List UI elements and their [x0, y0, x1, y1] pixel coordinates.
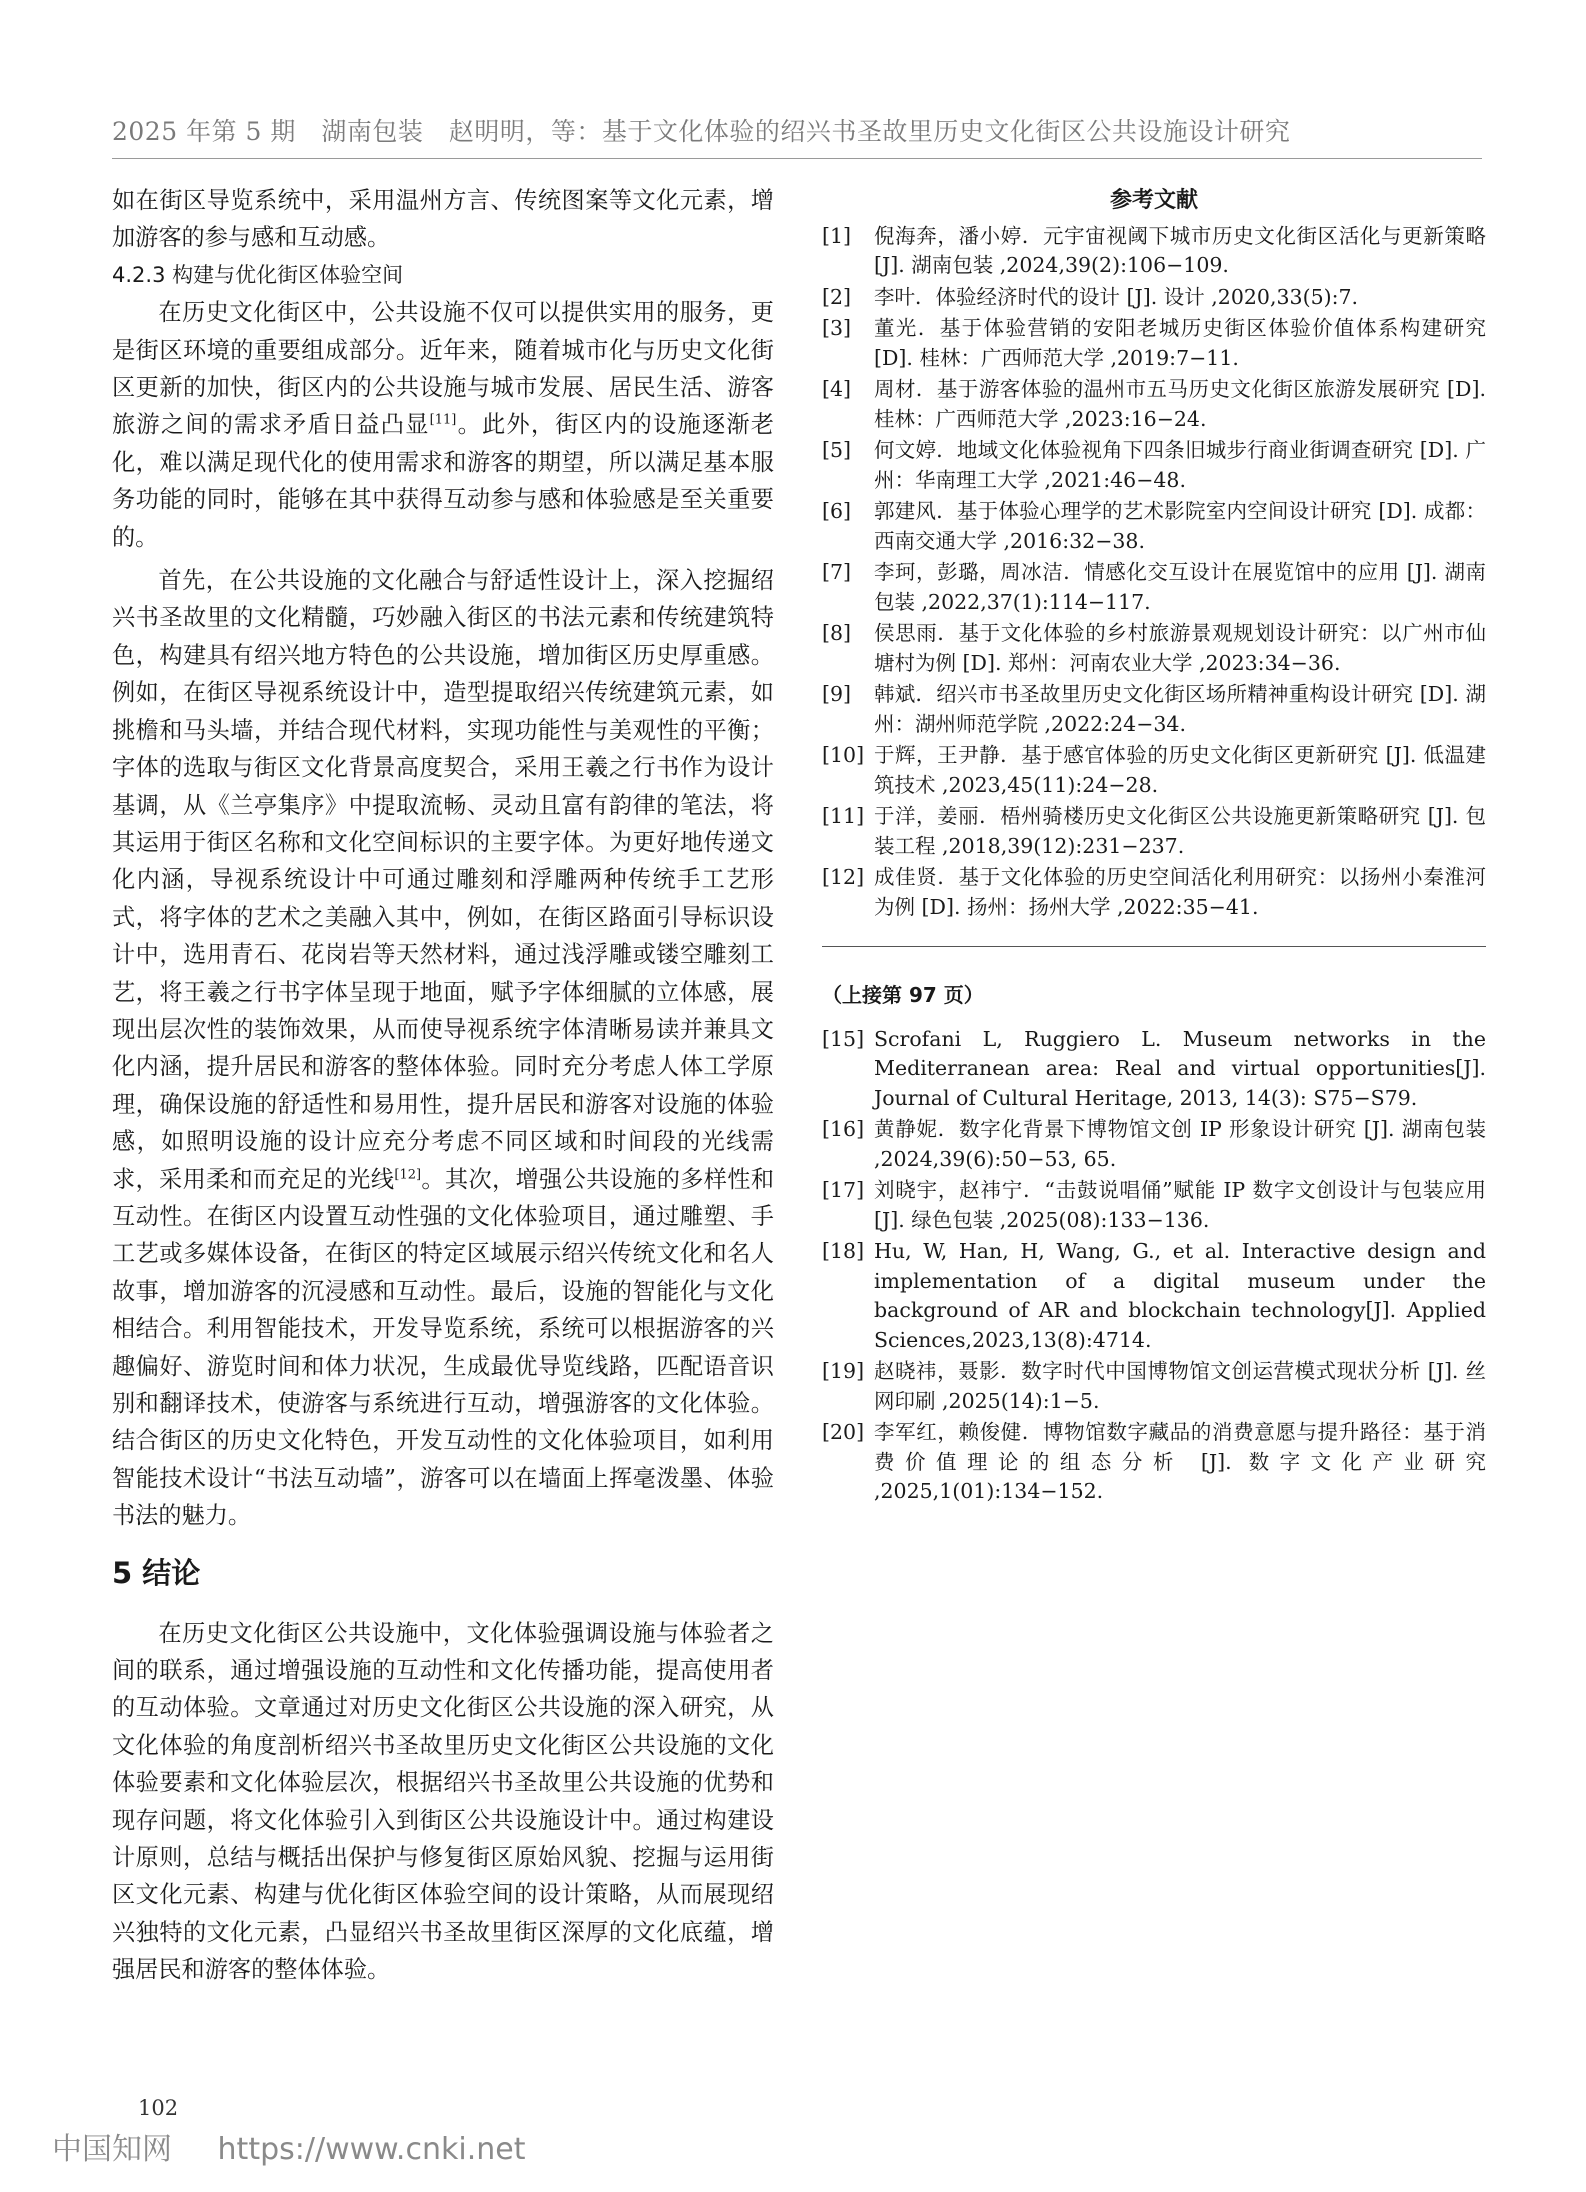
text-run: 首先，在公共设施的文化融合与舒适性设计上，深入挖掘绍兴书圣故里的文化精髓，巧妙融入街区的书法元素和传统建筑特色，构建具有绍兴地方特色的公共设施，增加街区历史厚重感。例如，在街区导视系统设计中，造型提取绍兴传统建筑元素，如挑檐和马头墙，并结合现代材料，实现功能性与美观性的平衡；字体的选取与街区文化背景高度契合，采用王羲之行书作为设计基调，从《兰亭集序》中提取流畅、灵动且富有韵律的笔法，将其运用于街区名称和文化空间标识的主要字体。为更好地传递文化内涵，导视系统设计中可通过雕刻和浮雕两种传统手工艺形式，将字体的艺术之美融入其中，例如，在街区路面引导标识设计中，选用青石、花岗岩等天然材料，通过浅浮雕或镂空雕刻工艺，将王羲之行书字体呈现于地面，赋予字体细腻的立体感，展现出层次性的装饰效果，从而使导视系统字体清晰易读并兼具文化内涵，提升居民和游客的整体体验。同时充分考虑人体工学原理，确保设施的舒适性和易用性，提升居民和游客对设施的体验感，如照明设施的设计应充分考虑不同区域和时间段的光线需求，采用柔和而充足的光线 [112, 567, 774, 1193]
reference-item [822, 497, 1486, 556]
reference-text: 李军红，赖俊健．博物馆数字藏品的消费意愿与提升路径：基于消费价值理论的组态分析 [J]. 数字文化产业研究 ,2025,1(01):134−152. [874, 1420, 1486, 1503]
reference-number: [6] [822, 499, 852, 523]
reference-number: [19] [822, 1359, 865, 1383]
footer-watermark [52, 2124, 525, 2168]
reference-number: [9] [822, 682, 852, 706]
references-title: 参考文献 [1109, 188, 1198, 213]
text-run: 。此外，街区内的设施逐渐老化，难以满足现代化的使用需求和游客的期望，所以满足基本服务功能的同时，能够在其中获得互动参与感和体验感是至关重要的。 [112, 411, 774, 551]
reference-number: [11] [822, 804, 865, 828]
section-heading: 5 结论 [112, 1555, 201, 1590]
cnki-logo-text: 中国知网 [52, 2132, 172, 2167]
reference-text: 李珂，彭璐，周冰洁．情感化交互设计在展览馆中的应用 [J]. 湖南包装 ,2022,37(1):114−117. [874, 560, 1486, 614]
paragraph-continued: 如在街区导览系统中，采用温州方言、传统图案等文化元素，增加游客的参与感和互动感。 [112, 187, 774, 252]
reference-text: 周材．基于游客体验的温州市五马历史文化街区旅游发展研究 [D]. 桂林：广西师范大学 ,2023:16−24. [874, 377, 1486, 431]
reference-number: [8] [822, 621, 852, 645]
reference-number: [7] [822, 560, 852, 584]
reference-text: 董光．基于体验营销的安阳老城历史街区体验价值体系构建研究 [D]. 桂林：广西师范大学 ,2019:7−11. [874, 316, 1486, 370]
reference-text: 成佳贤．基于文化体验的历史空间活化利用研究：以扬州小秦淮河为例 [D]. 扬州：扬州大学 ,2022:35−41. [874, 865, 1486, 919]
continued-note: （上接第 97 页） [822, 983, 984, 1007]
subsection-heading: 4.2.3 构建与优化街区体验空间 [112, 262, 404, 287]
reference-number: [12] [822, 865, 865, 889]
text-run: 在历史文化街区中，公共设施不仅可以提供实用的服务，更是街区环境的重要组成部分。近年来，随着城市化与历史文化街区更新的加快，街区内的公共设施与城市发展、居民生活、游客旅游之间的需求矛盾日益凸显 [112, 299, 774, 439]
reference-number: [5] [822, 438, 852, 462]
cnki-url[interactable]: https://www.cnki.net [217, 2132, 526, 2167]
reference-number: [20] [822, 1420, 865, 1444]
reference-text: 赵晓祎，聂影．数字时代中国博物馆文创运营模式现状分析 [J]. 丝网印刷 ,2025(14):1−5. [874, 1359, 1486, 1413]
reference-item [822, 1357, 1486, 1416]
reference-text: Hu, W, Han, H, Wang, G., et al. Interactive design and implementation of a digital museum under the background of AR and blockchain technology[J]. Applied Sciences,2023,13(8):4714. [874, 1239, 1486, 1352]
reference-item [822, 222, 1486, 281]
reference-number: [3] [822, 316, 852, 340]
reference-item [822, 863, 1486, 922]
reference-text: 于洋，姜丽．梧州骑楼历史文化街区公共设施更新策略研究 [J]. 包装工程 ,2018,39(12):231−237. [874, 804, 1486, 858]
page-number: 102 [138, 2096, 179, 2120]
divider [822, 946, 1486, 947]
reference-item [822, 283, 1486, 313]
reference-number: [17] [822, 1178, 865, 1202]
reference-list [822, 222, 1486, 923]
reference-text: 于辉，王尹静．基于感官体验的历史文化街区更新研究 [J]. 低温建筑技术 ,2023,45(11):24−28. [874, 743, 1486, 797]
paragraph [112, 294, 774, 556]
reference-text: 倪海奔，潘小婷．元宇宙视阈下城市历史文化街区活化与更新策略 [J]. 湖南包装 ,2024,39(2):106−109. [874, 223, 1486, 277]
reference-item [822, 741, 1486, 800]
reference-number: [1] [822, 223, 852, 248]
reference-item [822, 1115, 1486, 1174]
running-header: 2025 年第 5 期 湖南包装 赵明明，等：基于文化体验的绍兴书圣故里历史文化街区公共设施设计研究 [112, 112, 1482, 159]
reference-list-continued [822, 1025, 1486, 1507]
citation-ref: [11] [429, 412, 457, 428]
reference-item [822, 680, 1486, 739]
reference-text: 刘晓宇，赵祎宁．“击鼓说唱俑”赋能 IP 数字文创设计与包装应用 [J]. 绿色包装 ,2025(08):133−136. [874, 1178, 1486, 1232]
reference-item [822, 1176, 1486, 1235]
citation-ref: [12] [394, 1166, 422, 1182]
reference-number: [2] [822, 284, 852, 309]
reference-item [822, 1025, 1486, 1114]
paragraph [112, 562, 774, 1535]
reference-text: Scrofani L, Ruggiero L. Museum networks in the Mediterranean area: Real and virtual opportunities[J]. Journal of Cultural Heritage, 2013, 14(3): S75−S79. [874, 1026, 1486, 1110]
reference-item [822, 375, 1486, 434]
text-run: 。其次，增强公共设施的多样性和互动性。在街区内设置互动性强的文化体验项目，通过雕塑、手工艺或多媒体设备，在街区的特定区域展示绍兴传统文化和名人故事，增加游客的沉浸感和互动性。最后，设施的智能化与文化相结合。利用智能技术，开发导览系统，系统可以根据游客的兴趣偏好、游览时间和体力状况，生成最优导览线路，匹配语音识别和翻译技术，使游客与系统进行互动，增强游客的文化体验。结合街区的历史文化特色，开发互动性的文化体验项目，如利用智能技术设计“书法互动墙”，游客可以在墙面上挥毫泼墨、体验书法的魅力。 [112, 1165, 775, 1530]
reference-item [822, 802, 1486, 861]
reference-text: 郭建风．基于体验心理学的艺术影院室内空间设计研究 [D]. 成都：西南交通大学 ,2016:32−38. [874, 499, 1486, 553]
reference-item [822, 1237, 1486, 1355]
reference-text: 李叶．体验经济时代的设计 [J]. 设计 ,2020,33(5):7. [874, 284, 1359, 309]
reference-number: [18] [822, 1239, 865, 1263]
right-column [822, 186, 1486, 1509]
reference-number: [15] [822, 1026, 865, 1051]
reference-item [822, 436, 1486, 495]
reference-text: 黄静妮．数字化背景下博物馆文创 IP 形象设计研究 [J]. 湖南包装 ,2024,39(6):50−53, 65. [874, 1117, 1486, 1171]
reference-item [822, 1418, 1486, 1507]
reference-text: 侯思雨．基于文化体验的乡村旅游景观规划设计研究：以广州市仙塘村为例 [D]. 郑州：河南农业大学 ,2023:34−36. [874, 621, 1486, 675]
reference-text: 何文婷．地域文化体验视角下四条旧城步行商业街调查研究 [D]. 广州：华南理工大学 ,2021:46−48. [874, 438, 1486, 492]
paragraph: 在历史文化街区公共设施中，文化体验强调设施与体验者之间的联系，通过增强设施的互动性和文化传播功能，提高使用者的互动体验。文章通过对历史文化街区公共设施的深入研究，从文化体验的角度剖析绍兴书圣故里历史文化街区公共设施的文化体验要素和文化体验层次，根据绍兴书圣故里公共设施的优势和现存问题，将文化体验引入到街区公共设施设计中。通过构建设计原则，总结与概括出保护与修复街区原始风貌、挖掘与运用街区文化元素、构建与优化街区体验空间的设计策略，从而展现绍兴独特的文化元素，凸显绍兴书圣故里街区深厚的文化底蕴，增强居民和游客的整体体验。 [112, 1619, 774, 1984]
reference-item [822, 558, 1486, 617]
left-column [112, 182, 774, 1989]
reference-number: [16] [822, 1117, 865, 1141]
reference-number: [4] [822, 377, 852, 401]
reference-number: [10] [822, 743, 865, 767]
reference-text: 韩斌．绍兴市书圣故里历史文化街区场所精神重构设计研究 [D]. 湖州：湖州师范学院 ,2022:24−34. [874, 682, 1486, 736]
reference-item [822, 314, 1486, 373]
reference-item [822, 619, 1486, 678]
